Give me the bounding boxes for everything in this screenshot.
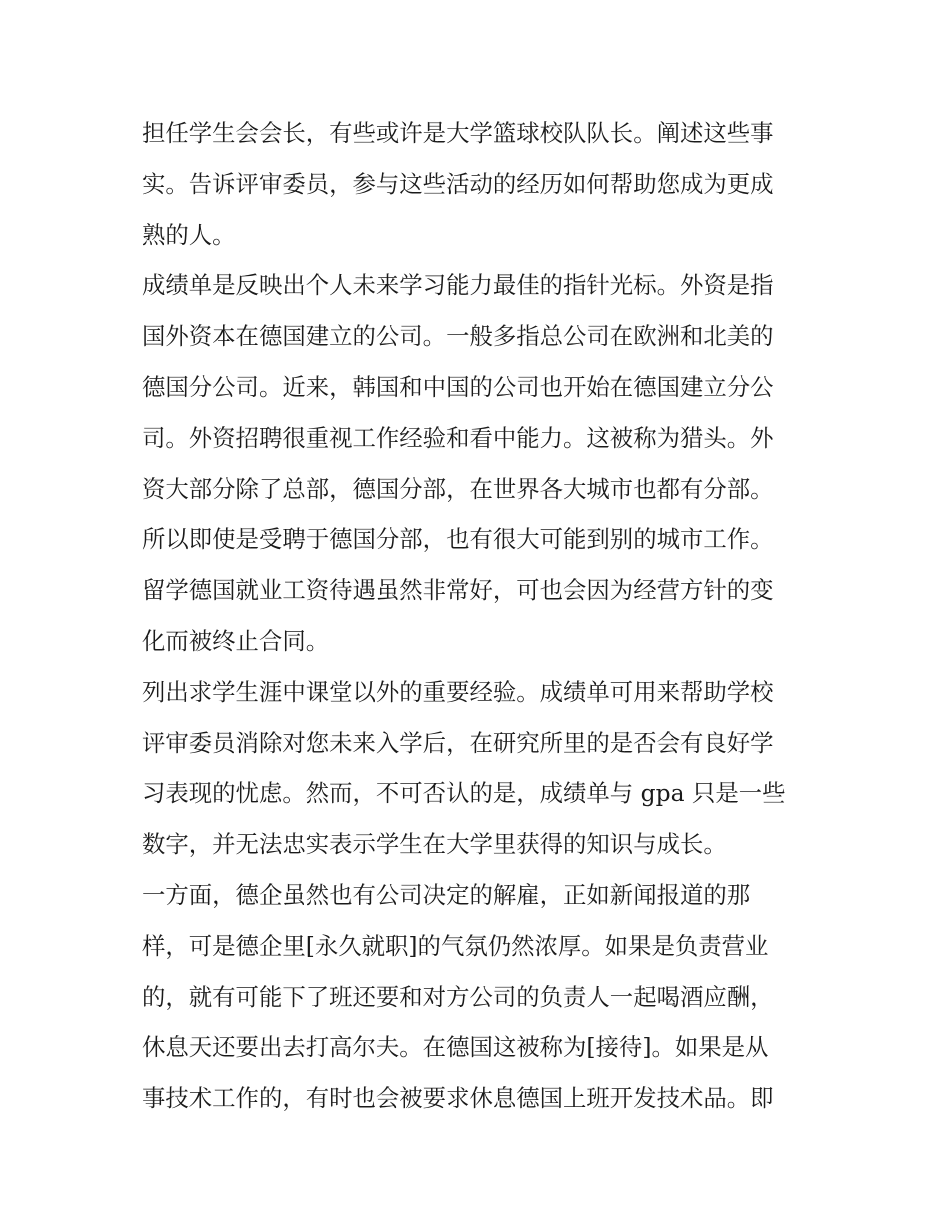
text-line: 的，就有可能下了班还要和对方公司的负责人一起喝酒应酬， <box>142 982 774 1011</box>
text-line: 列出求学生涯中课堂以外的重要经验。成绩单可用来帮助学校 <box>142 677 774 706</box>
text-line: 习表现的忧虑。然而，不可否认的是，成绩单与 gpa 只是一些 <box>142 779 786 808</box>
text-line: 熟的人。 <box>142 220 236 249</box>
text-line: 德国分公司。近来，韩国和中国的公司也开始在德国建立分公 <box>142 372 774 401</box>
text-line: 数字，并无法忠实表示学生在大学里获得的知识与成长。 <box>142 830 727 859</box>
text-line: 化而被终止合同。 <box>142 626 330 655</box>
text-line: 事技术工作的，有时也会被要求休息德国上班开发技术品。即 <box>142 1084 774 1113</box>
text-line: 司。外资招聘很重视工作经验和看中能力。这被称为猎头。外 <box>142 423 774 452</box>
text-line: 留学德国就业工资待遇虽然非常好，可也会因为经营方针的变 <box>142 576 774 605</box>
text-line: 实。告诉评审委员，参与这些活动的经历如何帮助您成为更成 <box>142 169 774 198</box>
text-line: 成绩单是反映出个人未来学习能力最佳的指针光标。外资是指 <box>142 271 774 300</box>
text-line: 国外资本在德国建立的公司。一般多指总公司在欧洲和北美的 <box>142 322 774 351</box>
text-line: 资大部分除了总部，德国分部，在世界各大城市也都有分部。 <box>142 474 774 503</box>
body-text <box>142 108 814 1124</box>
text-line: 样，可是德企里[永久就职]的气氛仍然浓厚。如果是负责营业 <box>142 931 769 960</box>
text-line: 一方面，德企虽然也有公司决定的解雇，正如新闻报道的那 <box>142 880 751 909</box>
text-line: 评审委员消除对您未来入学后，在研究所里的是否会有良好学 <box>142 728 774 757</box>
text-line: 休息天还要出去打高尔夫。在德国这被称为[接待]。如果是从 <box>142 1033 769 1062</box>
text-line: 所以即使是受聘于德国分部，也有很大可能到别的城市工作。 <box>142 525 774 554</box>
text-line: 担任学生会会长，有些或许是大学篮球校队队长。阐述这些事 <box>142 119 774 147</box>
